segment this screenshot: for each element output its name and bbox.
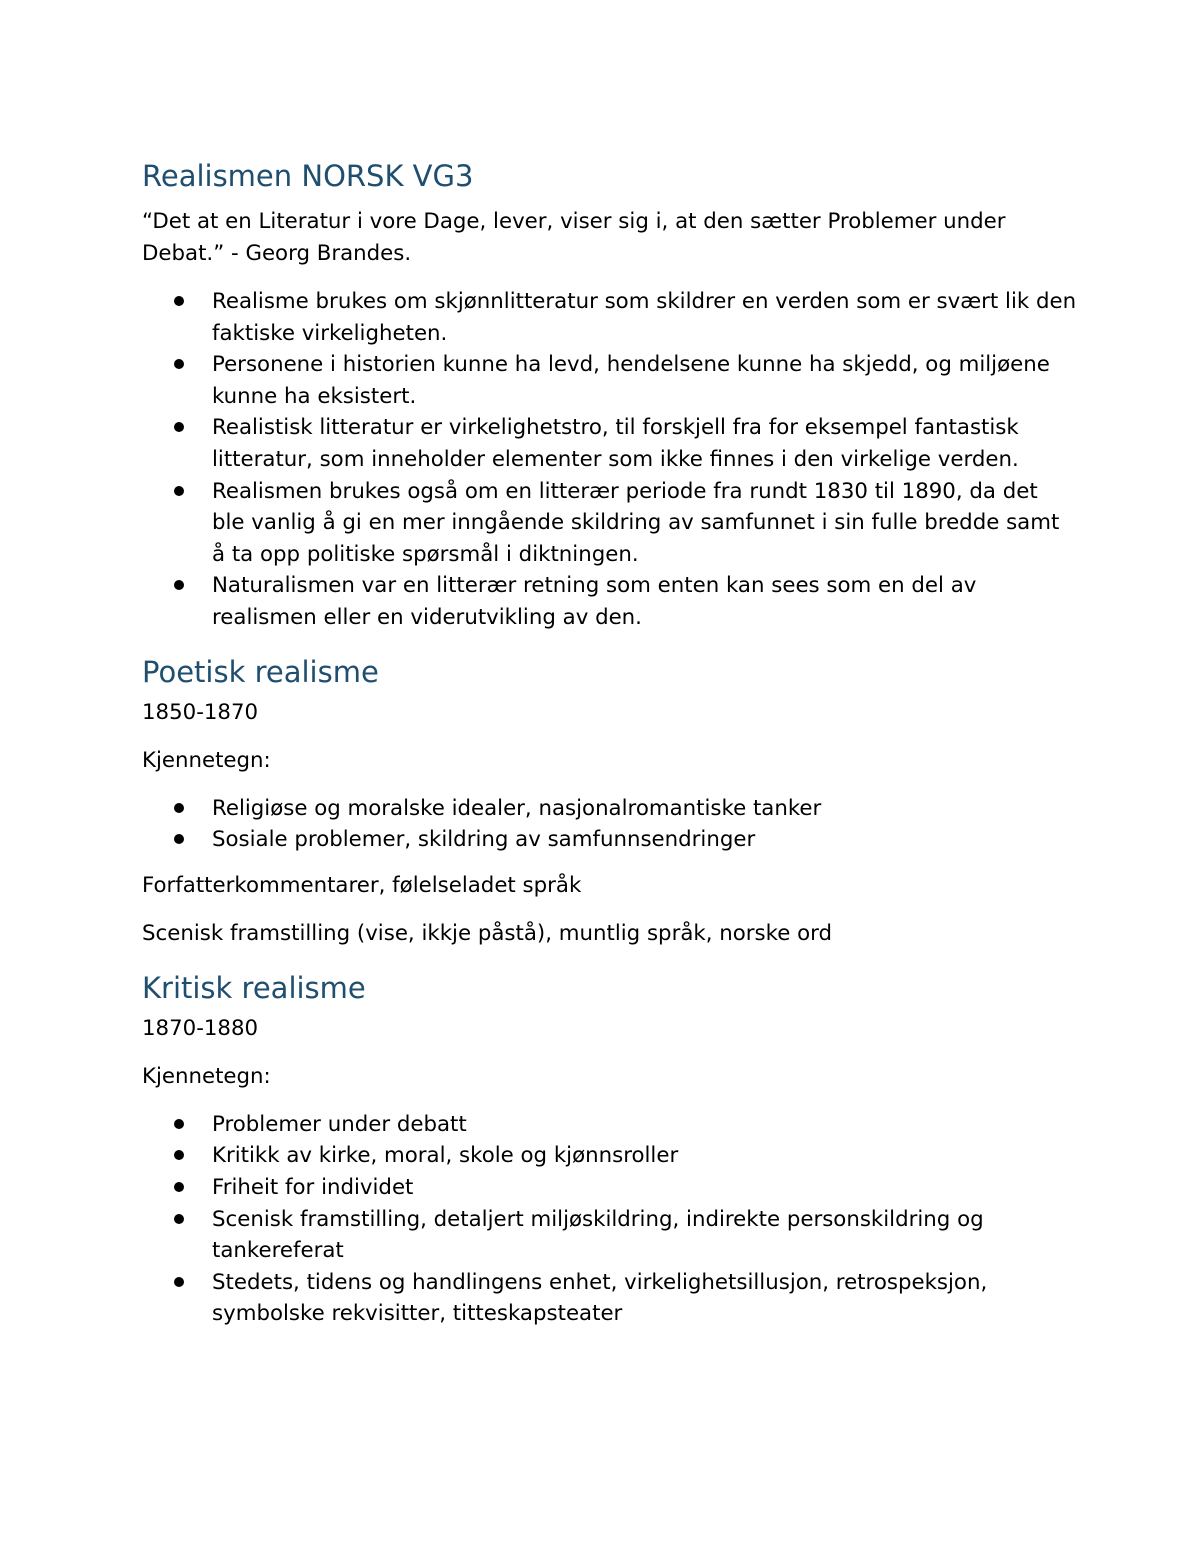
list-item: [142, 824, 1077, 856]
bullet-icon: [174, 580, 184, 590]
intro-bullet-list: [142, 286, 1077, 634]
poetisk-line-2: Scenisk framstilling (vise, ikkje påstå), muntlig språk, norske ord: [142, 920, 833, 946]
bullet-icon: [174, 1119, 184, 1129]
document-page: [142, 150, 1077, 1344]
list-item-text: Naturalismen var en litterær retning som enten kan sees som en del av realismen eller en viderutvikling av den.: [212, 573, 977, 630]
bullet-icon: [174, 486, 184, 496]
poetisk-line-1: Forfatterkommentarer, følelseladet språk: [142, 872, 582, 898]
bullet-icon: [174, 359, 184, 369]
bullet-icon: [174, 296, 184, 306]
list-item-text: Problemer under debatt: [212, 1111, 467, 1137]
list-item: [142, 412, 1077, 475]
poetisk-kjennetegn-label: Kjennetegn:: [142, 747, 271, 773]
list-item: [142, 1172, 1077, 1204]
list-item: [142, 286, 1077, 349]
bullet-icon: [174, 1277, 184, 1287]
list-item-text: Kritikk av kirke, moral, skole og kjønnsroller: [212, 1143, 679, 1169]
brandes-quote: “Det at en Literatur i vore Dage, lever, viser sig i, at den sætter Problemer under Debat.” - Georg Brandes.: [142, 209, 1006, 266]
poetisk-years: 1850-1870: [142, 699, 259, 725]
list-item: [142, 476, 1077, 571]
poetisk-heading: Poetisk realisme: [142, 654, 379, 689]
list-item-text: Realismen brukes også om en litterær periode fra rundt 1830 til 1890, da det ble vanlig å gi en mer inngående skildring av samfunnet i sin fulle bredde samt å ta opp politiske spørsmål i diktningen.: [212, 478, 1060, 567]
list-item-text: Scenisk framstilling, detaljert miljøskildring, indirekte personskildring og tankereferat: [212, 1206, 984, 1264]
poetisk-bullet-list: [142, 793, 1077, 856]
list-item-text: Friheit for individet: [212, 1174, 414, 1200]
bullet-icon: [174, 1150, 184, 1160]
kritisk-bullet-list: [142, 1109, 1077, 1330]
bullet-icon: [174, 1214, 184, 1224]
bullet-icon: [174, 1182, 184, 1192]
bullet-icon: [174, 803, 184, 813]
kritisk-kjennetegn-label: Kjennetegn:: [142, 1063, 271, 1089]
bullet-icon: [174, 834, 184, 844]
list-item-text: Realisme brukes om skjønnlitteratur som skildrer en verden som er svært lik den faktiske virkeligheten.: [212, 289, 1077, 346]
document-title: Realismen NORSK VG3: [142, 159, 474, 193]
list-item-text: Sosiale problemer, skildring av samfunnsendringer: [212, 827, 756, 853]
list-item-text: Personene i historien kunne ha levd, hendelsene kunne ha skjedd, og miljøene kunne ha eksistert.: [212, 352, 1050, 409]
list-item: [142, 1140, 1077, 1172]
kritisk-years: 1870-1880: [142, 1015, 259, 1041]
list-item: [142, 570, 1077, 633]
bullet-icon: [174, 422, 184, 432]
list-item: [142, 1267, 1077, 1330]
list-item: [142, 793, 1077, 825]
list-item: [142, 1109, 1077, 1141]
list-item-text: Realistisk litteratur er virkelighetstro, til forskjell fra for eksempel fantastisk litteratur, som inneholder elementer som ikke finnes i den virkelige verden.: [212, 415, 1019, 472]
kritisk-heading: Kritisk realisme: [142, 970, 366, 1005]
list-item-text: Stedets, tidens og handlingens enhet, virkelighetsillusjon, retrospeksjon, symbolske rekvisitter, titteskapsteater: [212, 1269, 988, 1327]
list-item: [142, 349, 1077, 412]
list-item: [142, 1204, 1077, 1267]
list-item-text: Religiøse og moralske idealer, nasjonalromantiske tanker: [212, 795, 822, 821]
